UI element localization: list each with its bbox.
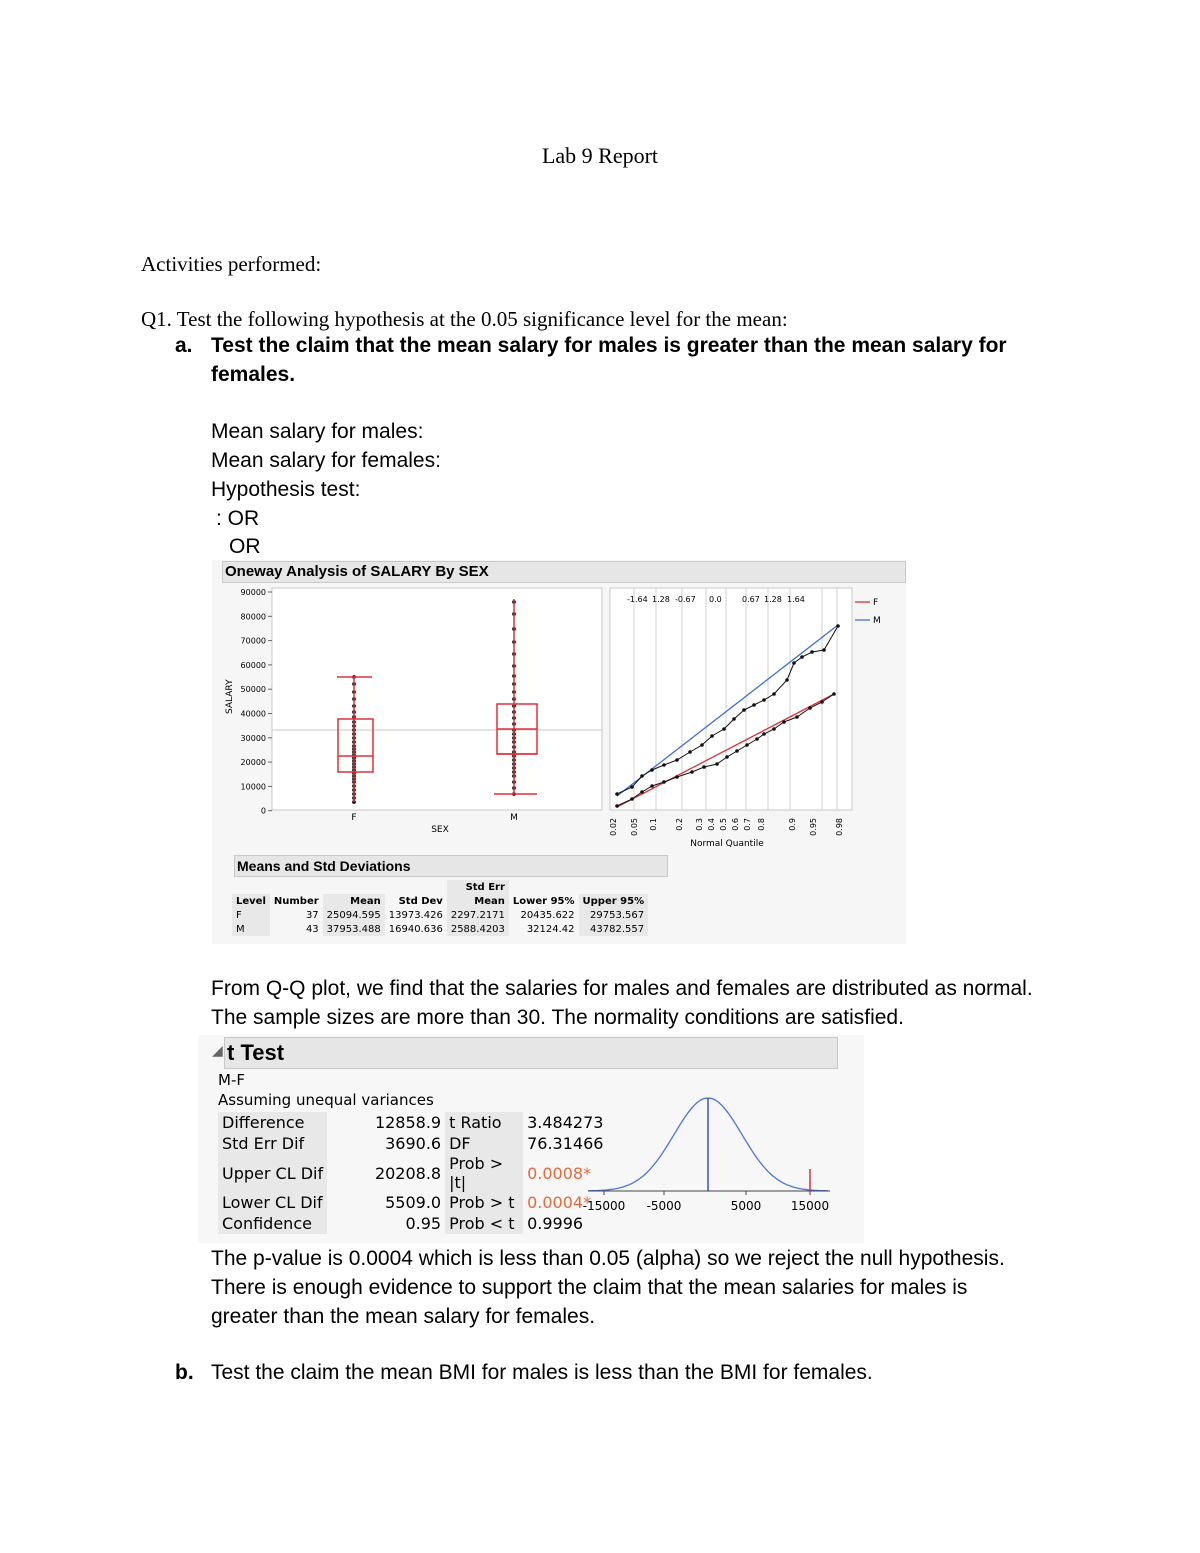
qq-bottom-label: 0.98 bbox=[835, 818, 844, 836]
qq-point bbox=[702, 765, 706, 769]
table-row bbox=[218, 1112, 607, 1133]
oneway-analysis-panel bbox=[212, 560, 906, 944]
t-test-value: 3690.6 bbox=[385, 1134, 442, 1153]
qq-point bbox=[792, 661, 796, 665]
qq-bottom-label: 0.8 bbox=[757, 818, 766, 831]
qq-conclusion-2: The sample sizes are more than 30. The normality conditions are satisfied. bbox=[211, 1006, 904, 1029]
qq-point bbox=[762, 698, 766, 702]
t-test-stat: t Ratio bbox=[445, 1112, 523, 1133]
t-tick-label: -15000 bbox=[582, 1199, 626, 1213]
qq-point bbox=[675, 758, 679, 762]
qq-point bbox=[650, 768, 654, 772]
qq-point bbox=[630, 785, 634, 789]
qq-point bbox=[722, 727, 726, 731]
t-test-stat-value: 76.31466 bbox=[527, 1134, 604, 1153]
qq-bottom-label: 0.4 bbox=[707, 818, 716, 831]
cell-lower-95: 32124.42 bbox=[526, 923, 575, 935]
qq-point bbox=[795, 715, 799, 719]
t-test-stat-value: 0.9996 bbox=[527, 1214, 584, 1233]
qq-point bbox=[822, 648, 826, 652]
qq-point bbox=[630, 797, 634, 801]
qq-bottom-label: 0.2 bbox=[675, 818, 684, 831]
cell-level: F bbox=[232, 908, 270, 922]
qq-bottom-label: 0.5 bbox=[719, 818, 728, 831]
t-test-value: 0.95 bbox=[405, 1214, 442, 1233]
qq-point bbox=[710, 734, 714, 738]
category-m: M bbox=[510, 813, 518, 823]
header-std-dev: Std Dev bbox=[398, 895, 443, 907]
qq-point bbox=[820, 700, 824, 704]
null-hypothesis-line: : OR bbox=[216, 507, 260, 530]
qq-bottom-label: 0.1 bbox=[649, 818, 658, 831]
qq-point bbox=[690, 770, 694, 774]
t-tick-label: 5000 bbox=[730, 1199, 762, 1213]
t-test-subtitle: M-F bbox=[218, 1071, 245, 1089]
hypothesis-test-label: Hypothesis test: bbox=[211, 478, 361, 501]
qq-point bbox=[782, 720, 786, 724]
qq-point bbox=[762, 732, 766, 736]
t-test-value: 5509.0 bbox=[385, 1193, 442, 1212]
qq-top-labels bbox=[627, 595, 805, 604]
t-test-stat: Prob > |t| bbox=[445, 1154, 523, 1192]
qq-point bbox=[640, 774, 644, 778]
qq-point bbox=[662, 780, 666, 784]
table-row bbox=[218, 1154, 607, 1192]
qq-bottom-label: 0.7 bbox=[743, 818, 752, 831]
t-test-label: Difference bbox=[218, 1112, 327, 1133]
legend-f-label: F bbox=[873, 598, 879, 608]
oneway-title: Oneway Analysis of SALARY By SEX bbox=[222, 561, 906, 583]
cell-std-dev: 16940.636 bbox=[388, 923, 443, 935]
table-row bbox=[232, 922, 648, 936]
qq-top-label: -0.67 bbox=[675, 595, 696, 604]
p-value-conclusion-2: There is enough evidence to support the claim that the mean salaries for males is bbox=[211, 1276, 968, 1299]
qq-bottom-label: 0.9 bbox=[788, 818, 797, 831]
qq-point bbox=[615, 804, 619, 808]
t-test-value: 12858.9 bbox=[374, 1113, 442, 1132]
cell-mean: 25094.595 bbox=[323, 908, 385, 922]
t-test-stat-value: 0.0004* bbox=[527, 1193, 592, 1212]
category-f: F bbox=[351, 813, 357, 823]
header-upper-95: Upper 95% bbox=[579, 894, 649, 908]
y-axis-label: SALARY bbox=[225, 679, 235, 714]
qq-top-label: 1.64 bbox=[787, 595, 805, 604]
y-tick-label: 60000 bbox=[240, 660, 266, 670]
cell-upper-95: 29753.567 bbox=[579, 908, 649, 922]
legend-m-label: M bbox=[873, 616, 881, 626]
qq-point bbox=[752, 703, 756, 707]
t-axis-ticks bbox=[583, 1191, 829, 1213]
qq-point bbox=[800, 655, 804, 659]
p-value-conclusion-3: greater than the mean salary for females. bbox=[211, 1305, 596, 1328]
qq-bottom-label: 0.3 bbox=[695, 818, 704, 831]
qq-bottom-label: 0.6 bbox=[731, 818, 740, 831]
document-title: Lab 9 Report bbox=[541, 143, 659, 168]
alt-hypothesis-line: OR bbox=[229, 535, 261, 558]
q1-text: Q1. Test the following hypothesis at the 0.05 significance level for the mean: bbox=[141, 307, 788, 331]
y-tick-label: 70000 bbox=[240, 636, 266, 646]
item-a-text-2: females. bbox=[211, 363, 296, 386]
y-axis-ticks bbox=[241, 588, 272, 816]
y-tick-label: 0 bbox=[260, 806, 266, 816]
t-test-label: Lower CL Dif bbox=[218, 1192, 327, 1213]
item-a-text-1: Test the claim that the mean salary for males is greater than the mean salary for bbox=[211, 334, 1007, 357]
t-test-stat: Prob < t bbox=[445, 1213, 523, 1234]
qq-point bbox=[725, 755, 729, 759]
table-row bbox=[218, 1192, 607, 1213]
qq-point bbox=[700, 743, 704, 747]
x-axis-label: SEX bbox=[431, 825, 449, 835]
cell-lower-95: 20435.622 bbox=[520, 909, 575, 921]
qq-point bbox=[772, 692, 776, 696]
t-test-panel bbox=[198, 1035, 864, 1243]
y-tick-label: 10000 bbox=[240, 782, 266, 792]
qq-point bbox=[732, 717, 736, 721]
qq-plot-frame bbox=[610, 588, 852, 810]
item-b-text: Test the claim the mean BMI for males is less than the BMI for females. bbox=[211, 1361, 873, 1384]
table-row bbox=[218, 1133, 607, 1154]
qq-point bbox=[688, 750, 692, 754]
t-test-assumption: Assuming unequal variances bbox=[218, 1091, 434, 1109]
t-tick-label: 15000 bbox=[790, 1199, 830, 1213]
t-test-title: t Test bbox=[224, 1037, 838, 1069]
qq-conclusion-1: From Q-Q plot, we find that the salaries for males and females are distributed as normal. bbox=[211, 977, 1033, 1000]
qq-point bbox=[675, 775, 679, 779]
std-err-header-top: Std Err bbox=[447, 880, 509, 894]
qq-point bbox=[650, 784, 654, 788]
t-test-label: Upper CL Dif bbox=[218, 1154, 327, 1192]
y-tick-label: 30000 bbox=[240, 733, 266, 743]
qq-point bbox=[742, 708, 746, 712]
qq-top-label: 0.0 bbox=[709, 595, 722, 604]
cell-number: 43 bbox=[305, 923, 319, 935]
y-tick-label: 80000 bbox=[240, 612, 266, 622]
cell-number: 37 bbox=[305, 909, 319, 921]
header-level: Level bbox=[232, 894, 270, 908]
p-value-conclusion-1: The p-value is 0.0004 which is less than 0.05 (alpha) so we reject the null hypothesis. bbox=[211, 1247, 1005, 1270]
header-lower-95: Lower 95% bbox=[512, 895, 575, 907]
qq-top-label: 1.28 bbox=[764, 595, 782, 604]
qq-point bbox=[832, 692, 836, 696]
disclosure-triangle-icon[interactable]: ◢ bbox=[212, 1043, 223, 1059]
qq-point bbox=[836, 624, 840, 628]
y-tick-label: 20000 bbox=[240, 758, 266, 768]
qq-point bbox=[662, 763, 666, 767]
t-tick-label: -5000 bbox=[646, 1199, 682, 1213]
cell-std-err: 2588.4203 bbox=[447, 922, 509, 936]
qq-point bbox=[640, 790, 644, 794]
qq-point bbox=[615, 792, 619, 796]
cell-mean: 37953.488 bbox=[323, 922, 385, 936]
oneway-plots bbox=[212, 584, 906, 884]
header-mean: Mean bbox=[323, 894, 385, 908]
qq-axis-label: Normal Quantile bbox=[690, 839, 764, 849]
t-test-stat-value: 0.0008* bbox=[527, 1163, 592, 1183]
qq-bottom-label: 0.05 bbox=[630, 818, 639, 836]
qq-bottom-label: 0.02 bbox=[609, 818, 618, 836]
cell-std-err: 2297.2171 bbox=[447, 908, 509, 922]
means-title: Means and Std Deviations bbox=[234, 855, 668, 877]
t-test-stat: Prob > t bbox=[445, 1192, 523, 1213]
t-test-stat: DF bbox=[445, 1133, 523, 1154]
qq-point bbox=[785, 678, 789, 682]
y-tick-label: 90000 bbox=[240, 588, 266, 597]
header-number: Number bbox=[273, 895, 319, 907]
t-test-table bbox=[218, 1112, 607, 1234]
cell-std-dev: 13973.426 bbox=[388, 909, 443, 921]
qq-point bbox=[745, 743, 749, 747]
qq-point bbox=[735, 749, 739, 753]
qq-point bbox=[715, 762, 719, 766]
qq-top-label: 1.28 bbox=[652, 595, 670, 604]
item-b-label: b. bbox=[175, 1361, 194, 1384]
table-row bbox=[218, 1213, 607, 1234]
qq-bottom-labels bbox=[609, 818, 844, 836]
activities-heading: Activities performed: bbox=[141, 252, 322, 276]
t-distribution-chart bbox=[574, 1095, 854, 1235]
qq-top-label: -1.64 bbox=[627, 595, 648, 604]
table-row bbox=[232, 908, 648, 922]
means-table bbox=[232, 880, 648, 936]
cell-upper-95: 43782.557 bbox=[579, 922, 649, 936]
qq-point bbox=[810, 650, 814, 654]
mean-females-label: Mean salary for females: bbox=[211, 449, 441, 472]
y-tick-label: 40000 bbox=[240, 709, 266, 719]
salary-plot-frame bbox=[272, 588, 602, 810]
header-std-err-mean: Mean bbox=[447, 894, 509, 908]
cell-level: M bbox=[232, 922, 270, 936]
qq-point bbox=[772, 727, 776, 731]
qq-point bbox=[808, 706, 812, 710]
qq-bottom-label: 0.95 bbox=[809, 818, 818, 836]
item-a-label: a. bbox=[175, 334, 193, 357]
qq-top-label: 0.67 bbox=[742, 595, 760, 604]
t-test-label: Confidence bbox=[218, 1213, 327, 1234]
y-tick-label: 50000 bbox=[240, 685, 266, 695]
t-test-value: 20208.8 bbox=[374, 1163, 442, 1183]
qq-point bbox=[755, 737, 759, 741]
mean-males-label: Mean salary for males: bbox=[211, 420, 424, 443]
t-test-label: Std Err Dif bbox=[218, 1133, 327, 1154]
t-test-stat-value: 3.484273 bbox=[527, 1113, 604, 1132]
